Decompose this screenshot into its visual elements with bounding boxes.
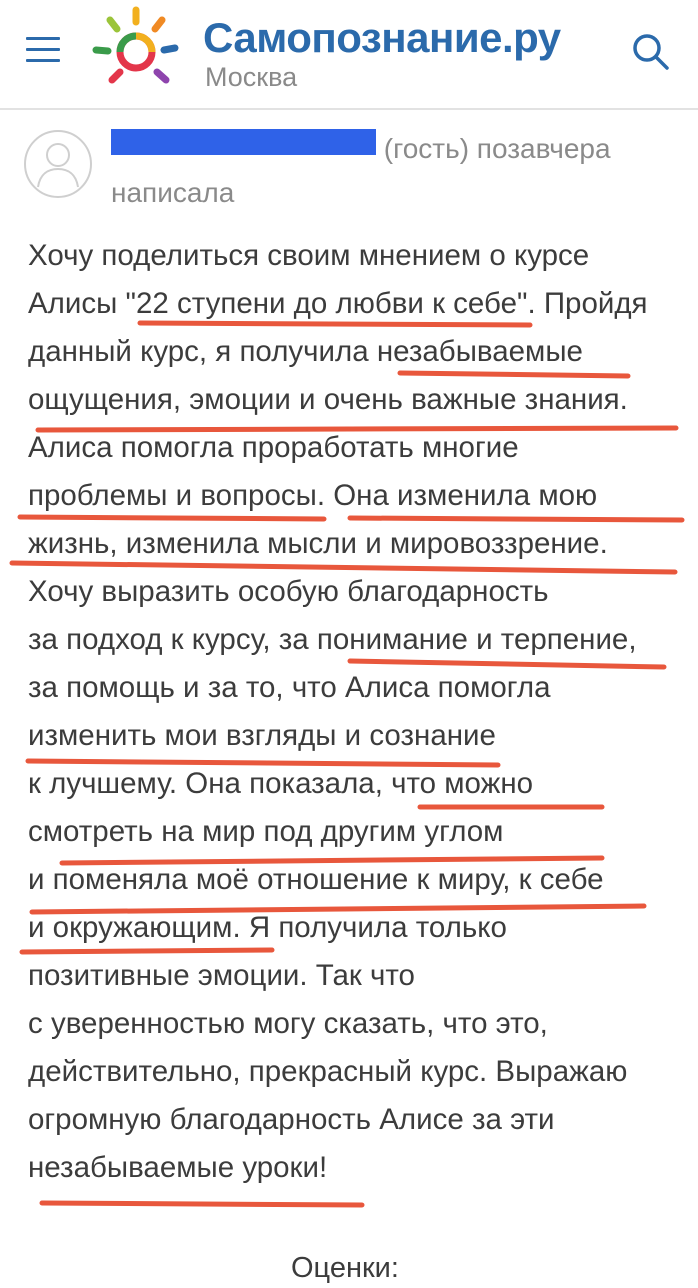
- author-name-redacted[interactable]: [111, 129, 376, 155]
- review-line: незабываемые уроки!: [28, 1151, 328, 1184]
- review-line: позитивные эмоции. Так что: [28, 959, 415, 992]
- review-line: проблемы и вопросы. Она изменила мою: [28, 479, 598, 512]
- underline-mark: [350, 661, 664, 667]
- hamburger-menu-icon[interactable]: [26, 34, 60, 64]
- review-line: и поменяла моё отношение к миру, к себе: [28, 863, 604, 896]
- underline-mark: [20, 517, 324, 519]
- site-name[interactable]: Самопознание.ру: [203, 14, 561, 61]
- review-line: ощущения, эмоции и очень важные знания.: [28, 383, 628, 416]
- user-avatar-icon[interactable]: [23, 129, 93, 199]
- search-icon[interactable]: [630, 31, 670, 71]
- post-meta-line2: написала: [111, 177, 235, 208]
- underline-mark: [400, 373, 628, 376]
- underline-mark: [12, 563, 675, 572]
- logo-sun-icon[interactable]: [90, 6, 186, 102]
- review-line: за помощь и за то, что Алиса помогла: [28, 671, 551, 704]
- review-line: смотреть на мир под другим углом: [28, 815, 504, 848]
- review-line: Алиса помогла проработать многие: [28, 431, 519, 464]
- review-line: к лучшему. Она показала, что можно: [28, 767, 534, 800]
- review-line: и окружающим. Я получила только: [28, 911, 507, 944]
- underline-mark: [22, 950, 272, 952]
- review-line: Алисы "22 ступени до любви к себе". Пройдя: [28, 287, 648, 320]
- city-label[interactable]: Москва: [205, 62, 298, 92]
- review-line: Хочу поделиться своим мнением о курсе: [28, 239, 590, 272]
- post-meta: [111, 127, 671, 215]
- review-line: жизнь, изменила мысли и мировоззрение.: [28, 527, 608, 560]
- review-line: с уверенностью могу сказать, что это,: [28, 1007, 548, 1040]
- ratings-title: Оценки:: [291, 1252, 399, 1284]
- review-line: данный курс, я получила незабываемые: [28, 335, 583, 368]
- site-header: [0, 0, 698, 110]
- underline-mark: [350, 518, 682, 520]
- review-line: действительно, прекрасный курс. Выражаю: [28, 1055, 628, 1088]
- post-meta-line1: (гость) позавчера: [383, 133, 611, 164]
- review-line: за подход к курсу, за понимание и терпение,: [28, 623, 637, 656]
- underline-mark: [42, 1203, 362, 1205]
- review-line: огромную благодарность Алисе за эти: [28, 1103, 555, 1136]
- review-line: Хочу выразить особую благодарность: [28, 575, 549, 608]
- review-line: изменить мои взгляды и сознание: [28, 719, 496, 752]
